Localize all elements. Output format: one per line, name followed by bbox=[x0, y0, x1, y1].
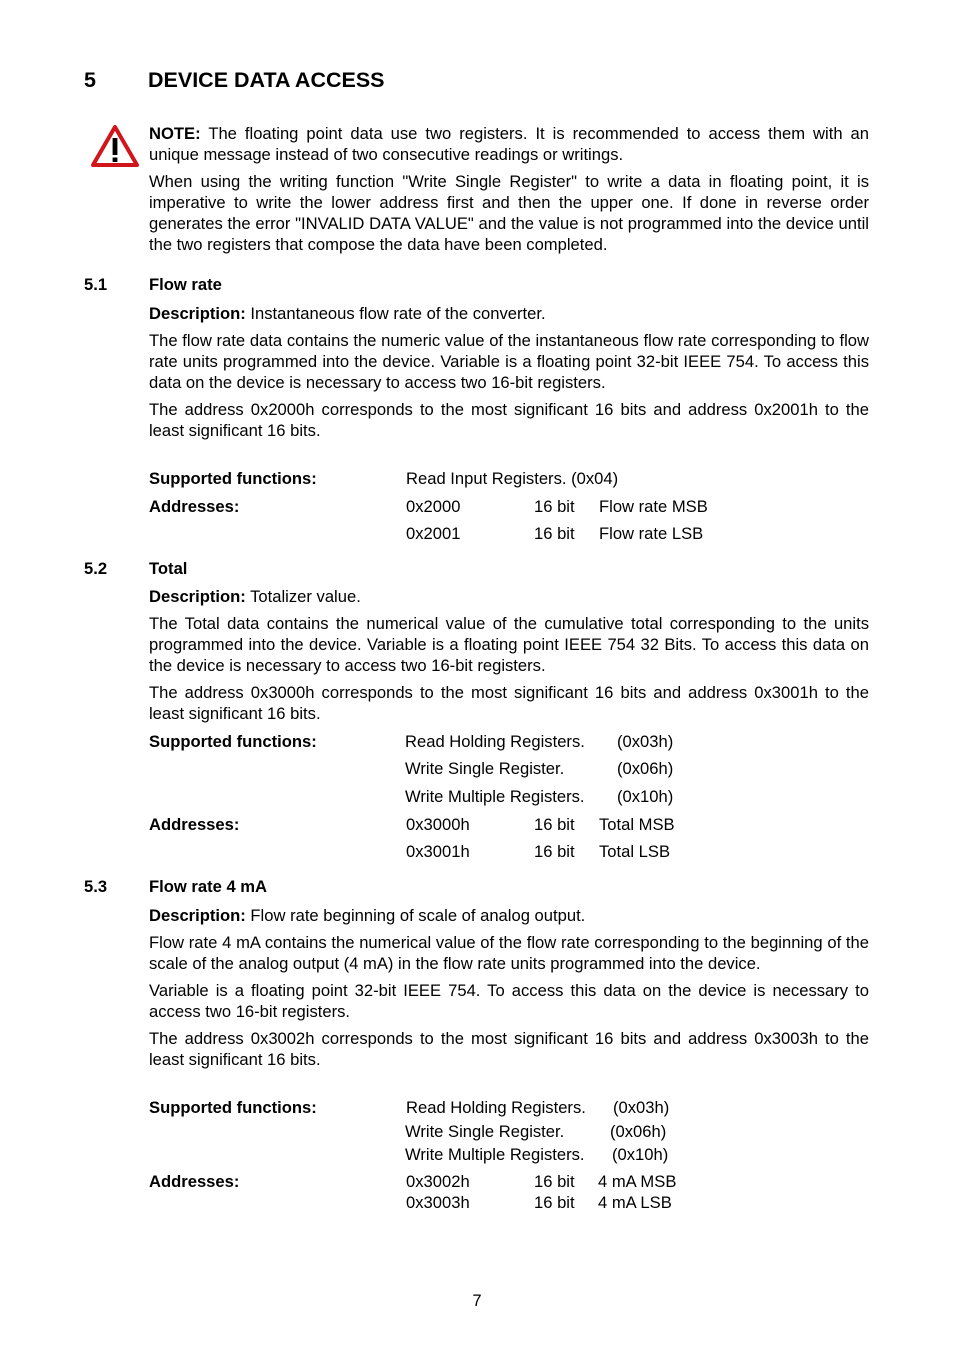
section-5-2-body bbox=[149, 586, 869, 724]
function-code: (0x06h) bbox=[617, 759, 674, 778]
function-code: (0x10h) bbox=[617, 787, 674, 806]
section-heading-5-1: 5.1 Flow rate bbox=[84, 275, 222, 294]
section-5-3-body bbox=[149, 905, 869, 1070]
function-item: Read Input Registers. (0x04) bbox=[406, 469, 619, 488]
addresses-label: Addresses: bbox=[149, 497, 240, 516]
chapter-heading bbox=[84, 68, 385, 93]
warning-triangle-icon bbox=[91, 124, 139, 168]
function-item: Read Holding Registers. bbox=[405, 732, 585, 751]
function-item: Write Single Register. bbox=[405, 759, 565, 778]
note-paragraph: NOTE: The floating point data use two registers. It is recommended to access them with an unique message instead of two consecutive readings or writings. bbox=[149, 124, 869, 164]
address-desc: Flow rate MSB bbox=[599, 497, 708, 516]
function-code: (0x06h) bbox=[610, 1122, 667, 1141]
function-code: (0x10h) bbox=[612, 1145, 669, 1164]
function-item: Write Multiple Registers. bbox=[405, 1145, 585, 1164]
function-item: Write Single Register. bbox=[405, 1122, 565, 1141]
page-number: 7 bbox=[472, 1291, 482, 1310]
address-value: 0x3000h bbox=[406, 815, 470, 834]
addresses-label: Addresses: bbox=[149, 1172, 240, 1191]
address-desc: 4 mA MSB bbox=[598, 1172, 677, 1191]
address-bits: 16 bit bbox=[534, 1193, 575, 1212]
description: Description: Instantaneous flow rate of the converter. bbox=[149, 304, 546, 323]
body-paragraph: The address 0x3002h corresponds to the most significant 16 bits and address 0x3003h to the least significant 16 bits. bbox=[149, 1029, 869, 1069]
body-paragraph: Flow rate 4 mA contains the numerical value of the flow rate corresponding to the beginning of the scale of the analog output (4 mA) in the flow rate units programmed into the device. bbox=[149, 933, 869, 973]
address-bits: 16 bit bbox=[534, 497, 575, 516]
section-heading-5-2: 5.2 Total bbox=[84, 559, 188, 578]
address-desc: Total LSB bbox=[599, 842, 671, 861]
address-desc: Flow rate LSB bbox=[599, 524, 704, 543]
function-item: Read Holding Registers. bbox=[406, 1098, 586, 1117]
body-paragraph: The address 0x2000h corresponds to the most significant 16 bits and address 0x2001h to the least significant 16 bits. bbox=[149, 400, 869, 440]
description: Description: Totalizer value. bbox=[149, 587, 361, 606]
address-value: 0x3003h bbox=[406, 1193, 470, 1212]
note-label: NOTE: bbox=[149, 124, 201, 143]
supported-functions-label: Supported functions: bbox=[149, 469, 317, 488]
note-block bbox=[149, 123, 869, 255]
chapter-number: 5 bbox=[84, 68, 96, 92]
function-code: (0x03h) bbox=[613, 1098, 670, 1117]
body-paragraph: Variable is a floating point 32-bit IEEE 754. To access this data on the device is necessary to access two 16-bit registers. bbox=[149, 981, 869, 1021]
address-bits: 16 bit bbox=[534, 524, 575, 543]
address-bits: 16 bit bbox=[534, 815, 575, 834]
address-value: 0x2001 bbox=[406, 524, 461, 543]
body-paragraph: The flow rate data contains the numeric value of the instantaneous flow rate corresponding to flow rate units programmed into the device. Variable is a floating point 32-bit IEEE 754. To access this data on the device is necessary to access two 16-bit registers. bbox=[149, 331, 869, 392]
section-heading-5-3: 5.3 Flow rate 4 mA bbox=[84, 877, 268, 896]
address-value: 0x3001h bbox=[406, 842, 470, 861]
address-desc: Total MSB bbox=[599, 815, 675, 834]
function-item: Write Multiple Registers. bbox=[405, 787, 585, 806]
description: Description: Flow rate beginning of scale of analog output. bbox=[149, 906, 586, 925]
supported-functions-label: Supported functions: bbox=[149, 1098, 317, 1117]
addresses-label: Addresses: bbox=[149, 815, 240, 834]
address-bits: 16 bit bbox=[534, 1172, 575, 1191]
note-paragraph-2: When using the writing function "Write Single Register" to write a data in floating point, it is imperative to write the lower address first and then the upper one. If done in reverse order generates the error "INVALID DATA VALUE" and the value is not programmed into the device until the two registers that compose the data have been completed. bbox=[149, 172, 869, 254]
body-paragraph: The address 0x3000h corresponds to the most significant 16 bits and address 0x3001h to the least significant 16 bits. bbox=[149, 683, 869, 723]
function-code: (0x03h) bbox=[617, 732, 674, 751]
address-value: 0x3002h bbox=[406, 1172, 470, 1191]
address-value: 0x2000 bbox=[406, 497, 461, 516]
supported-functions-label: Supported functions: bbox=[149, 732, 317, 751]
address-bits: 16 bit bbox=[534, 842, 575, 861]
body-paragraph: The Total data contains the numerical value of the cumulative total corresponding to the units programmed into the device. Variable is a floating point IEEE 754 32 Bits. To access this data on the device is necessary to access two 16-bit registers. bbox=[149, 614, 869, 675]
section-5-1-body bbox=[149, 303, 869, 441]
address-desc: 4 mA LSB bbox=[598, 1193, 672, 1212]
chapter-title: DEVICE DATA ACCESS bbox=[148, 68, 385, 92]
